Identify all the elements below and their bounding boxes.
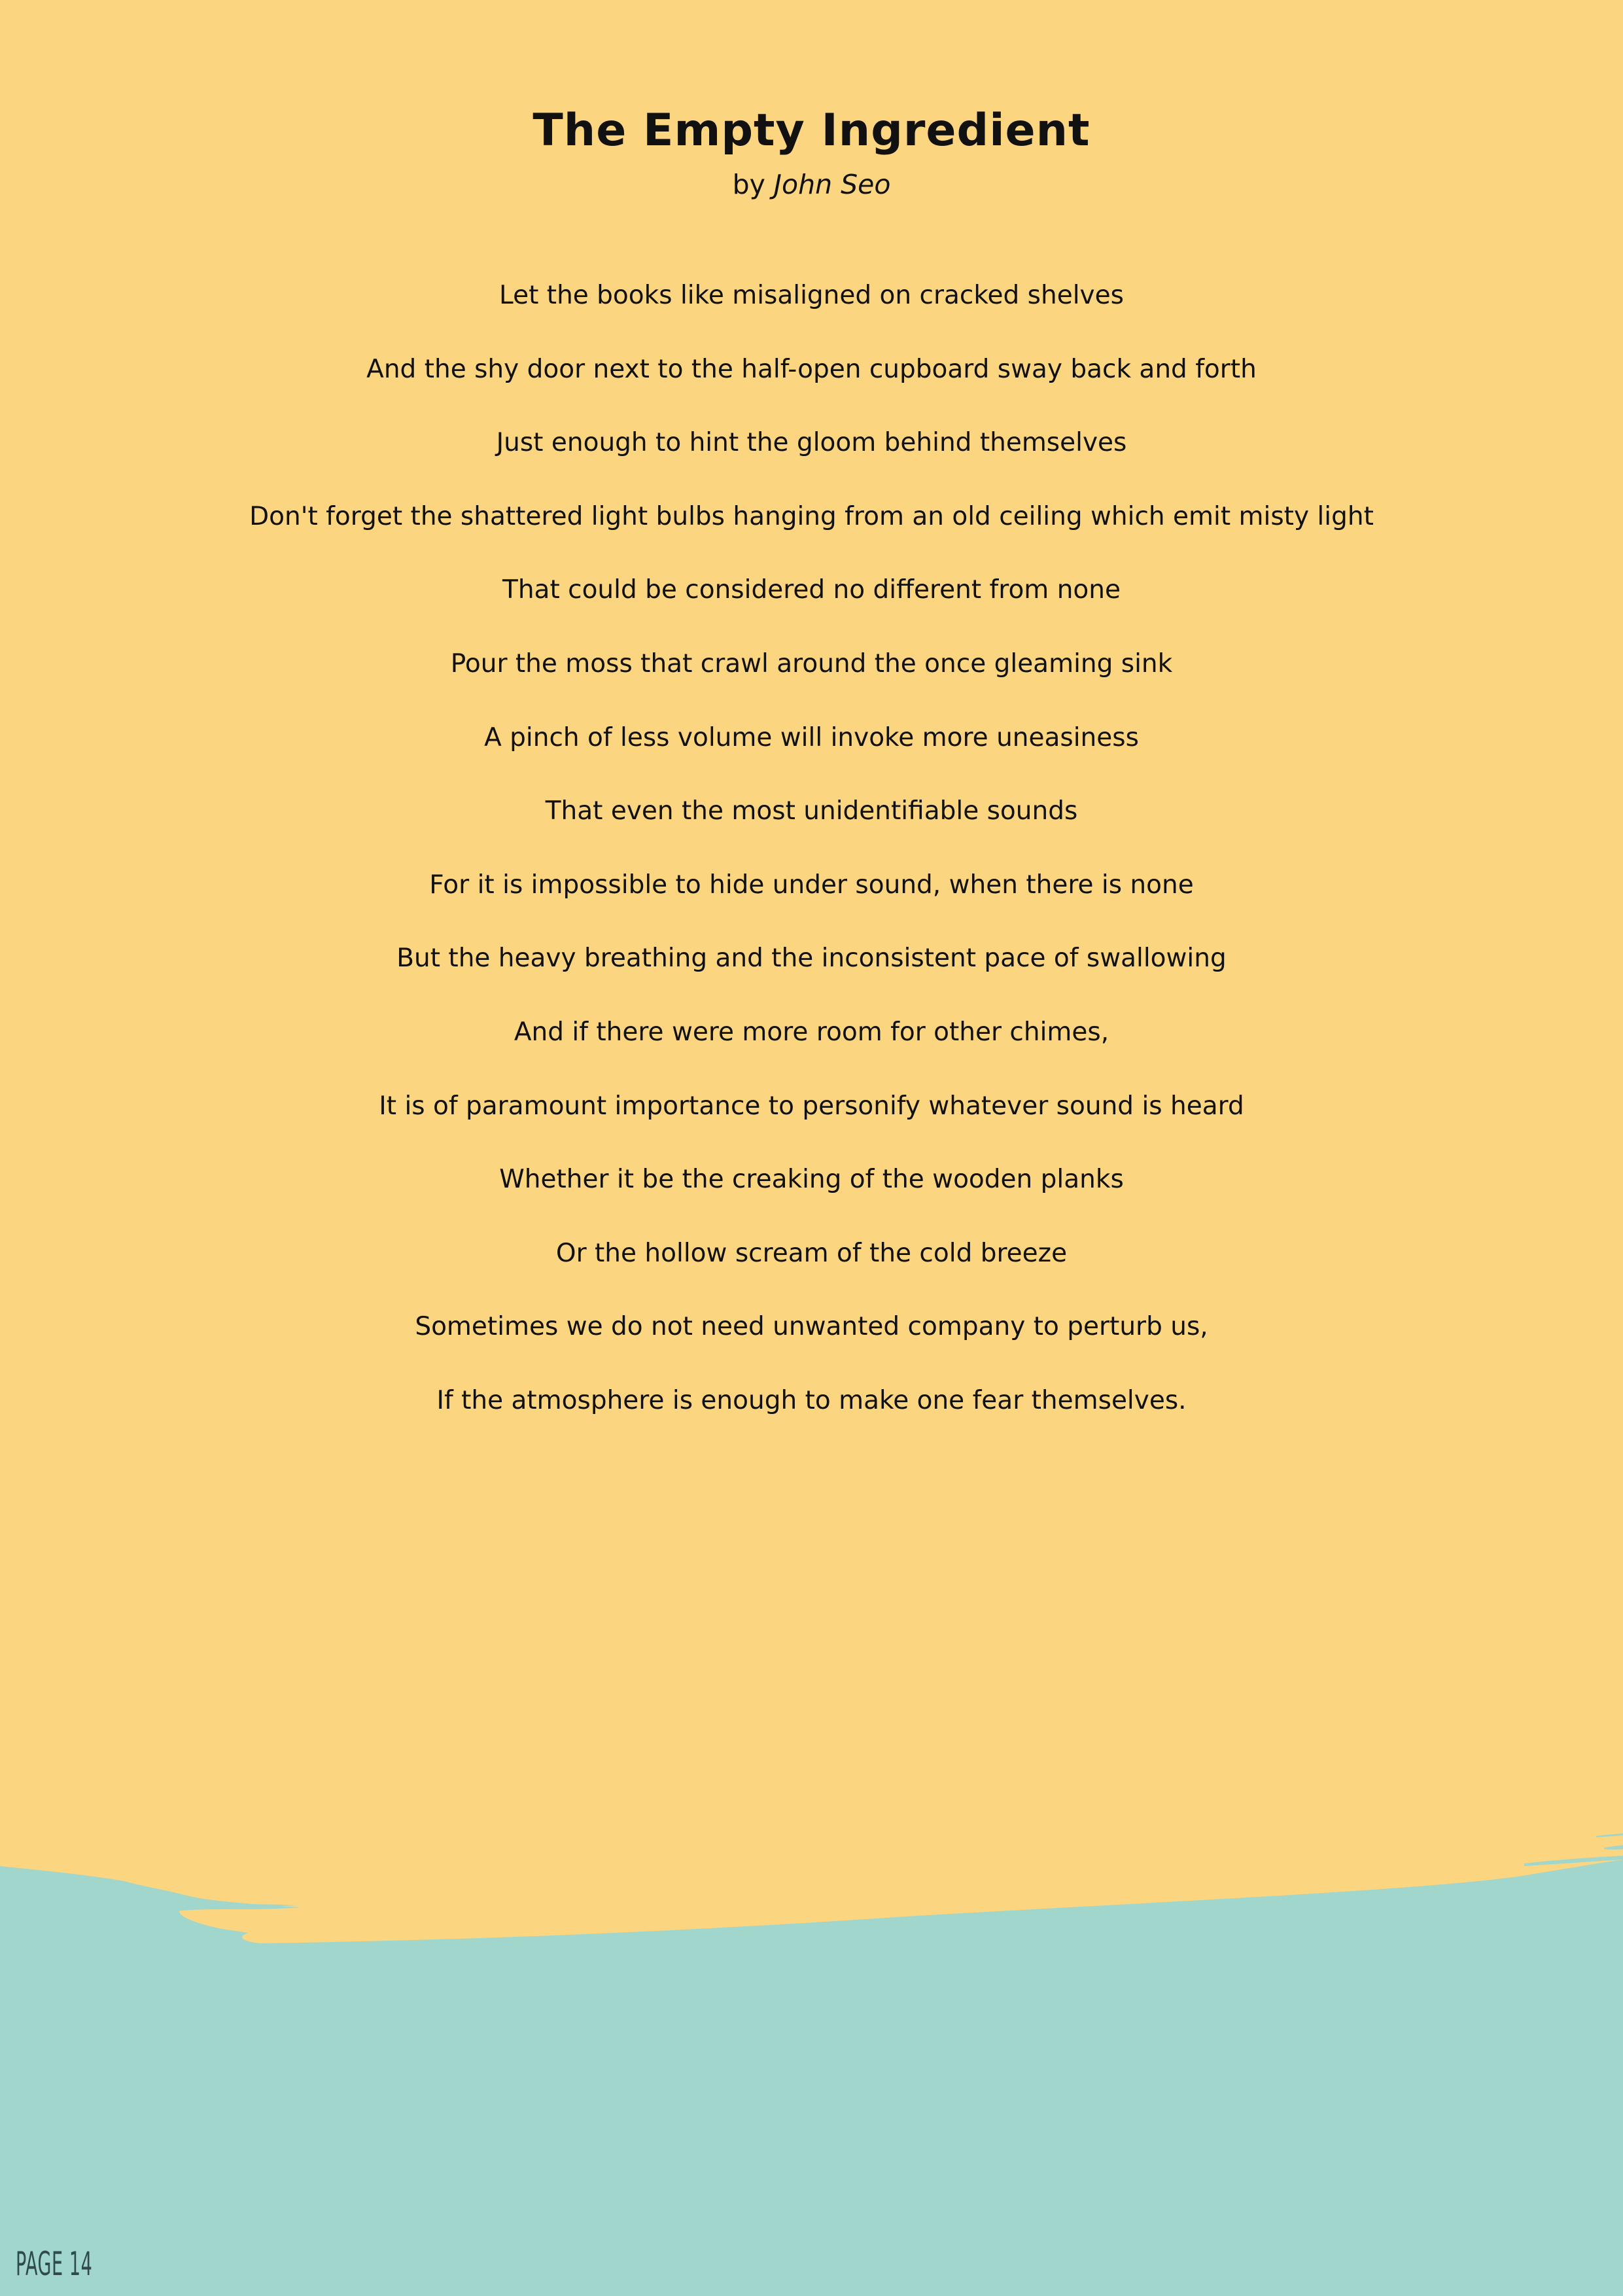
poem-line: A pinch of less volume will invoke more uneasiness bbox=[484, 722, 1139, 752]
page-number: PAGE 14 bbox=[16, 2245, 93, 2283]
poem-line: And the shy door next to the half-open cupboard sway back and forth bbox=[366, 354, 1257, 384]
byline-prefix: by bbox=[732, 169, 765, 200]
wave-streak-right-mid bbox=[1604, 1845, 1623, 1850]
poem-line: But the heavy breathing and the inconsistent pace of swallowing bbox=[396, 944, 1227, 974]
author-name: John Seo bbox=[773, 169, 891, 200]
poem-line: And if there were more room for other chimes, bbox=[514, 1017, 1109, 1047]
poem-line: Sometimes we do not need unwanted company to perturb us, bbox=[415, 1312, 1208, 1342]
poem-line: That could be considered no different from none bbox=[502, 575, 1121, 605]
poem-line: Let the books like misaligned on cracked shelves bbox=[499, 281, 1124, 310]
byline bbox=[0, 165, 1623, 204]
poem-line: If the atmosphere is enough to make one fear themselves. bbox=[436, 1385, 1187, 1415]
poem-line: Just enough to hint the gloom behind themselves bbox=[496, 428, 1127, 458]
poem-body bbox=[0, 276, 1623, 1455]
poem-line: Pour the moss that crawl around the once gleaming sink bbox=[450, 648, 1173, 679]
poem-line: It is of paramount importance to personify whatever sound is heard bbox=[379, 1091, 1244, 1121]
wave-streak-right-top bbox=[1596, 1833, 1623, 1837]
poem-line: Don't forget the shattered light bulbs hanging from an old ceiling which emit misty light bbox=[249, 501, 1374, 531]
poem-line: Whether it be the creaking of the wooden planks bbox=[499, 1165, 1124, 1195]
wave-shape bbox=[0, 1860, 1623, 2296]
poem-line: For it is impossible to hide under sound, when there is none bbox=[429, 870, 1194, 900]
poem-title: The Empty Ingredient bbox=[532, 105, 1091, 156]
poem-line: That even the most unidentifiable sounds bbox=[545, 796, 1078, 826]
poem-line: Or the hollow scream of the cold breeze bbox=[555, 1238, 1068, 1268]
